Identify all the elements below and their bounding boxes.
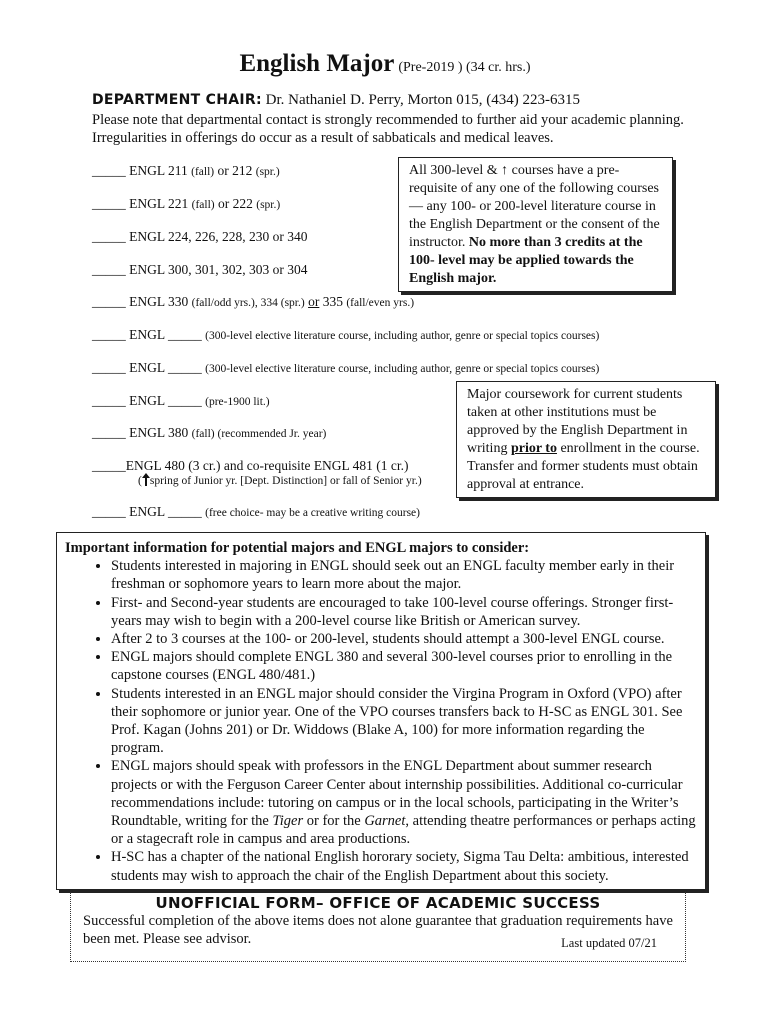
page-title xyxy=(0,50,770,78)
list-item: • After 2 to 3 courses at the 100- or 200-level, students should attempt a 300-level ENGL course. xyxy=(111,630,697,648)
footer-title: UNOFFICIAL FORM– OFFICE OF ACADEMIC SUCCESS xyxy=(155,894,601,912)
advisory-note: Please note that departmental contact is strongly recommended to further aid your academic planning. Irregularities in offerings do occur as a result of sabbaticals and medical leaves. xyxy=(92,112,684,146)
title-subtitle: (Pre-2019 ) (34 cr. hrs.) xyxy=(398,60,531,75)
chair-value: Dr. Nathaniel D. Perry, Morton 015, (434) 223-6315 xyxy=(265,92,581,108)
course-line: _____ ENGL 221 (fall) or 222 (spr.) xyxy=(92,196,281,211)
list-item: • Students interested in majoring in ENGL should seek out an ENGL faculty member early in their freshman or sophomore years to learn more about the major. xyxy=(111,557,697,593)
important-info-box xyxy=(56,532,706,890)
title-main: English Major xyxy=(239,50,395,77)
info-list xyxy=(65,557,697,885)
list-item: • H-SC has a chapter of the national English hororary society, Sigma Tau Delta: ambitious, interested students may wish to approach the chair of the English Department about this society. xyxy=(111,848,697,884)
transfer-box: Major coursework for current students taken at other institutions must be approved by the English Department in writing prior to enrollment in the course. Transfer and former students must obtain approval at entrance. xyxy=(456,381,716,498)
course-line: _____ ENGL 211 (fall) or 212 (spr.) xyxy=(92,163,280,178)
course-line: _____ ENGL 224, 226, 228, 230 or 340 xyxy=(92,229,308,244)
up-arrow-icon xyxy=(142,473,150,486)
info-heading: Important information for potential majors and ENGL majors to consider: xyxy=(65,540,530,556)
course-line: _____ENGL 480 (3 cr.) and co-requisite ENGL 481 (1 cr.) xyxy=(92,458,409,473)
course-line: _____ ENGL 380 (fall) (recommended Jr. year) xyxy=(92,425,327,440)
department-chair xyxy=(92,92,580,109)
chair-label: DEPARTMENT CHAIR: xyxy=(92,92,262,108)
last-updated: Last updated 07/21 xyxy=(561,936,657,950)
list-item: • ENGL majors should complete ENGL 380 and several 300-level courses prior to enrolling in the capstone courses (ENGL 480/481.) xyxy=(111,648,697,684)
footer-text: Successful completion of the above items does not alone guarantee that graduation requirements have been met. Please see advisor. xyxy=(83,913,673,947)
capstone-timing-note: ( spring of Junior yr. [Dept. Distinction] or fall of Senior yr.) xyxy=(138,475,422,487)
list-item: • Students interested in an ENGL major should consider the Virgina Program in Oxford (VPO) after their sophomore or junior year. One of the VPO courses transfers back to H-SC as ENGL 301. See Prof. Kagan (Johns 201) or Dr. Widdows (Blake A, 100) for more information regarding the program. xyxy=(111,685,697,758)
prerequisite-box: All 300-level & ↑ courses have a pre-requisite of any one of the following courses— any 100- or 200-level literature course in the English Department or the consent of the instructor. No more than 3 credits at the 100- level may be applied towards the English major. xyxy=(398,157,673,292)
footer-box xyxy=(70,892,686,962)
course-line: _____ ENGL _____ (free choice- may be a creative writing course) xyxy=(92,504,420,519)
course-line: _____ ENGL _____ (300-level elective literature course, including author, genre or special topics courses) xyxy=(92,360,600,375)
course-line: _____ ENGL _____ (300-level elective literature course, including author, genre or special topics courses) xyxy=(92,327,600,342)
course-line: _____ ENGL 330 (fall/odd yrs.), 334 (spr.) or 335 (fall/even yrs.) xyxy=(92,294,415,309)
course-line: _____ ENGL 300, 301, 302, 303 or 304 xyxy=(92,262,308,277)
course-line: _____ ENGL _____ (pre-1900 lit.) xyxy=(92,393,270,408)
list-item: • ENGL majors should speak with professors in the ENGL Department about summer research projects or with the Ferguson Career Center about internship possibilities. Additional co-curricular recommendations include: tutoring on campus or in the local schools, participating in the Writer’s Roundtable, writing for the Tiger or for the Garnet, attending theatre performances or perhaps acting or a stagecraft role in campus and area productions. xyxy=(111,757,697,848)
list-item: • First- and Second-year students are encouraged to take 100-level course offerings. Stronger first-years may wish to begin with a 200-level course like British or American survey. xyxy=(111,594,697,630)
